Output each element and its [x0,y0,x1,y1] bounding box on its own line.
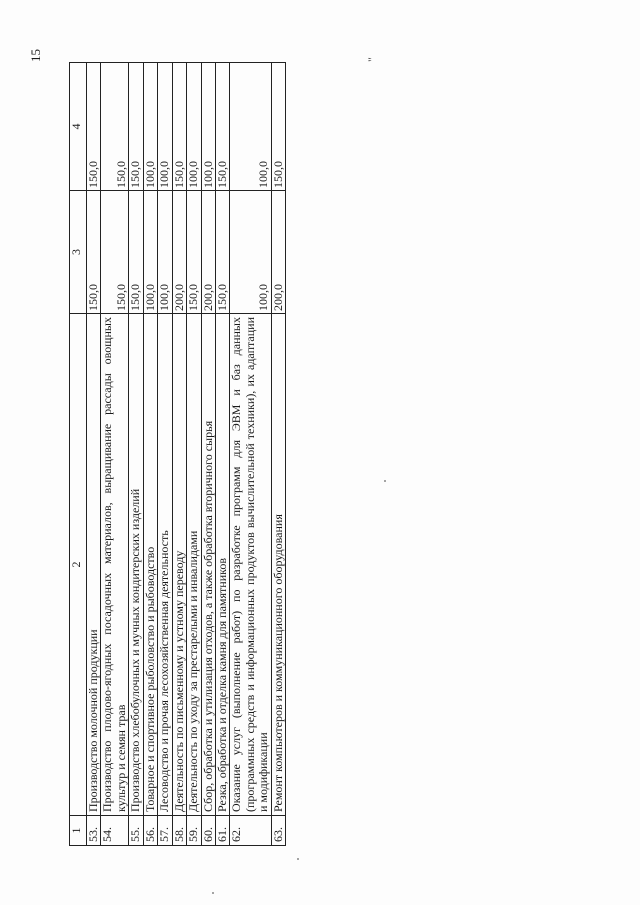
row-number-cell: 61. [215,816,229,846]
table-row [129,63,143,846]
header-col-3: 3 [70,191,87,314]
table-row [172,63,186,846]
row-number-cell: 57. [158,816,172,846]
value-col3-cell: 100,0 [158,191,172,314]
row-number-cell: 63. [271,816,285,846]
activity-name-cell: Производство хлебобулочных и мучных кондитерских изделий [129,314,143,816]
activity-name-cell: Товарное и спортивное рыболовство и рыбоводство [143,314,157,816]
rotated-table-container [69,63,286,846]
row-number-cell: 59. [187,816,201,846]
scan-speck [297,858,299,860]
stray-mark: " [365,57,379,62]
row-number-cell: 62. [230,816,271,846]
activity-name-cell: Деятельность по письменному и устному переводу [172,314,186,816]
value-col3-cell: 200,0 [201,191,215,314]
table-header-row [70,63,87,846]
table-row [143,63,157,846]
table-row [187,63,201,846]
row-number-cell: 54. [101,816,129,846]
table-row [87,63,101,846]
value-col3-cell: 100,0 [230,191,271,314]
value-col4-cell: 100,0 [143,63,157,191]
row-number-cell: 56. [143,816,157,846]
header-col-4: 4 [70,63,87,191]
row-number-cell: 55. [129,816,143,846]
data-table [69,62,286,846]
value-col3-cell: 200,0 [172,191,186,314]
header-col-1: 1 [70,816,87,846]
activity-name-cell: Производство плодово-ягодных посадочных материалов, выращивание рассады овощных культур и семян трав [101,314,129,816]
activity-name-cell: Ремонт компьютеров и коммуникационного оборудования [271,314,285,816]
activity-name-cell: Сбор, обработка и утилизация отходов, а также обработка вторичного сырья [201,314,215,816]
value-col3-cell: 150,0 [187,191,201,314]
value-col4-cell: 100,0 [187,63,201,191]
value-col3-cell: 150,0 [129,191,143,314]
activity-name-cell: Резка, обработка и отделка камня для памятников [215,314,229,816]
activity-name-cell: Производство молочной продукции [87,314,101,816]
header-col-2: 2 [70,314,87,816]
scan-speck [384,480,386,482]
table-row [271,63,285,846]
row-number-cell: 60. [201,816,215,846]
table-row [158,63,172,846]
value-col3-cell: 150,0 [101,191,129,314]
value-col3-cell: 150,0 [87,191,101,314]
row-number-cell: 58. [172,816,186,846]
table-row [101,63,129,846]
value-col4-cell: 100,0 [201,63,215,191]
value-col4-cell: 150,0 [172,63,186,191]
table-body [87,63,286,846]
value-col4-cell: 150,0 [271,63,285,191]
activity-name-cell: Лесоводство и прочая лесохозяйственная деятельность [158,314,172,816]
activity-name-cell: Оказание услуг (выполнение работ) по разработке программ для ЭВМ и баз данных (программных средств и информационных продуктов вычислительной техники), их адаптации и модификации [230,314,271,816]
page-number: 15 [28,49,43,62]
table-row [215,63,229,846]
activity-name-cell: Деятельность по уходу за престарелыми и инвалидами [187,314,201,816]
value-col4-cell: 150,0 [215,63,229,191]
row-number-cell: 53. [87,816,101,846]
table-row [201,63,215,846]
value-col4-cell: 150,0 [129,63,143,191]
value-col3-cell: 100,0 [143,191,157,314]
value-col4-cell: 100,0 [158,63,172,191]
value-col4-cell: 150,0 [87,63,101,191]
value-col4-cell: 150,0 [101,63,129,191]
scan-speck [212,892,214,894]
table-row [230,63,271,846]
value-col4-cell: 100,0 [230,63,271,191]
value-col3-cell: 150,0 [215,191,229,314]
value-col3-cell: 200,0 [271,191,285,314]
